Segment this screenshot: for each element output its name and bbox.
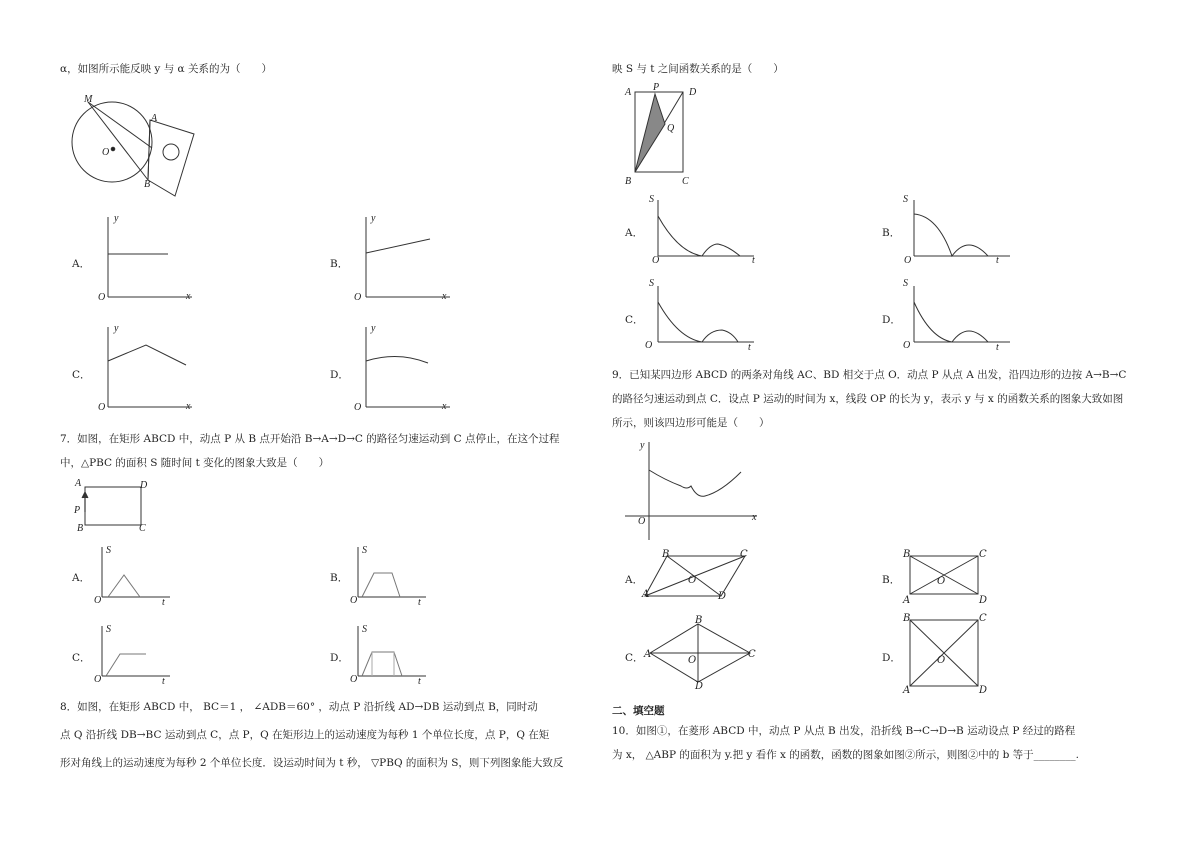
q9-option-b[interactable]: B．	[882, 574, 901, 586]
q10-line-1: 10．如图①，在菱形 ABCD 中，动点 P 从点 B 出发，沿折线 B→C→D→B 运动设点 P 经过的路程	[612, 725, 1076, 737]
q9-d-letters: B C O A D	[903, 613, 988, 696]
q6-option-a[interactable]: A．	[72, 258, 91, 270]
q9-c-letters: B A O C D	[644, 615, 756, 692]
q9-a-letters: B C O A D	[642, 549, 748, 602]
q6-b-x: x	[442, 291, 447, 302]
q8-label-p: P	[653, 82, 660, 93]
q6-c-o: O	[98, 402, 106, 413]
q9-x: x	[752, 512, 757, 523]
q9-o: O	[638, 516, 646, 527]
q7-label-d: D	[140, 480, 148, 491]
q7-a-s: S	[106, 545, 111, 556]
q9-line-3: 所示，则该四边形可能是（ ）	[612, 417, 770, 429]
q6-c-x: x	[186, 401, 191, 412]
q10-line-2: 为 x， △ABP 的面积为 y.把 y 看作 x 的函数，函数的图象如图②所示，则图②中的 b 等于________.	[612, 749, 1080, 761]
q6-option-b[interactable]: B．	[330, 258, 349, 270]
q7-c-o: O	[94, 674, 102, 685]
q6-b-y: y	[371, 213, 376, 224]
q8-label-c: C	[682, 176, 689, 187]
q6-a-o: O	[98, 292, 106, 303]
q6-label-m: M	[84, 94, 93, 105]
q7-a-o: O	[94, 595, 102, 606]
q8-c-s: S	[649, 278, 654, 289]
q6-a-y: y	[114, 213, 119, 224]
q8-graph-c	[652, 284, 757, 346]
q6-c-y: y	[114, 323, 119, 334]
q8-line-3: 形对角线上的运动速度为每秒 2 个单位长度．设运动时间为 t 秒， ▽PBQ 的面积为 S，则下列图象能大致反	[60, 757, 564, 769]
q8-a-s: S	[649, 194, 654, 205]
q9-line-1: 9．已知某四边形 ABCD 的两条对角线 AC、BD 相交于点 O．动点 P 从点 A 出发，沿四边形的边按 A→B→C	[612, 369, 1127, 381]
q8-option-b[interactable]: B．	[882, 227, 901, 239]
q8-label-a: A	[625, 87, 632, 98]
q6-d-o: O	[354, 402, 362, 413]
q7-line-2: 中，△PBC 的面积 S 随时间 t 变化的图象大致是（ ）	[60, 457, 330, 469]
q7-b-t: t	[418, 597, 421, 608]
q6-tail-text: α，如图所示能反映 y 与 α 关系的为（ ）	[60, 63, 272, 75]
q7-d-s: S	[362, 624, 367, 635]
q8-label-b: B	[625, 176, 632, 187]
q8-option-a[interactable]: A．	[625, 227, 644, 239]
q7-label-c: C	[139, 523, 146, 534]
q6-d-x: x	[442, 401, 447, 412]
section-2-heading: 二、填空题	[612, 705, 665, 717]
q8-c-t: t	[748, 342, 751, 353]
q8-a-t: t	[752, 255, 755, 266]
q8-d-o: O	[903, 340, 911, 351]
q8-option-c[interactable]: C．	[625, 314, 644, 326]
q9-line-2: 的路径匀速运动到点 C．设点 P 运动的时间为 x，线段 OP 的长为 y，表示 y 与 x 的函数关系的图象大致如图	[612, 393, 1124, 405]
q9-option-c[interactable]: C．	[625, 652, 644, 664]
q8-label-q: Q	[667, 123, 675, 134]
q7-option-a[interactable]: A．	[72, 572, 91, 584]
q8-b-t: t	[996, 255, 999, 266]
q8-graph-a	[652, 198, 757, 260]
q7-option-b[interactable]: B．	[330, 572, 349, 584]
q7-b-o: O	[350, 595, 358, 606]
q9-option-d[interactable]: D．	[882, 652, 901, 664]
q8-d-t: t	[996, 342, 999, 353]
q7-c-t: t	[162, 676, 165, 687]
q7-line-1: 7．如图，在矩形 ABCD 中，动点 P 从 B 点开始沿 B→A→D→C 的路径匀速运动到 C 点停止，在这个过程	[60, 433, 560, 445]
q7-c-s: S	[106, 624, 111, 635]
q7-d-t: t	[418, 676, 421, 687]
q6-a-x: x	[186, 291, 191, 302]
q8-b-s: S	[903, 194, 908, 205]
q6-graph-c	[100, 325, 200, 415]
q8-tail-text: 映 S 与 t 之间函数关系的是（ ）	[612, 63, 784, 75]
q6-label-b: B	[144, 179, 151, 190]
q6-b-o: O	[354, 292, 362, 303]
q8-line-2: 点 Q 沿折线 DB→BC 运动到点 C，点 P，Q 在矩形边上的运动速度为每秒 1 个单位长度，点 P，Q 在矩	[60, 729, 550, 741]
q8-label-d: D	[689, 87, 697, 98]
q7-label-a: A	[75, 478, 82, 489]
q8-graph-d	[908, 284, 1013, 346]
q8-b-o: O	[904, 255, 912, 266]
q6-option-c[interactable]: C．	[72, 369, 91, 381]
q6-option-d[interactable]: D．	[330, 369, 349, 381]
q8-figure	[630, 88, 690, 178]
q9-graph	[625, 440, 760, 540]
q9-b-letters: B C O A D	[903, 549, 988, 606]
q6-graph-a	[100, 215, 200, 305]
q7-option-c[interactable]: C．	[72, 652, 91, 664]
q7-d-o: O	[350, 674, 358, 685]
q6-label-a: A	[151, 113, 158, 124]
q9-option-a[interactable]: A．	[625, 574, 644, 586]
q8-c-o: O	[645, 340, 653, 351]
q8-a-o: O	[652, 255, 660, 266]
q6-d-y: y	[371, 323, 376, 334]
q7-a-t: t	[162, 597, 165, 608]
q8-d-s: S	[903, 278, 908, 289]
q7-option-d[interactable]: D．	[330, 652, 349, 664]
q8-graph-b	[908, 198, 1013, 260]
q8-option-d[interactable]: D．	[882, 314, 901, 326]
q8-line-1: 8．如图，在矩形 ABCD 中， BC＝1 ， ∠ADB＝60° ，动点 P 沿折线 AD→DB 运动到点 B，同时动	[60, 701, 538, 713]
q7-label-p: P	[74, 505, 81, 516]
q6-label-o: O	[102, 147, 110, 158]
q7-b-s: S	[362, 545, 367, 556]
q9-y: y	[640, 440, 645, 451]
q7-label-b: B	[77, 523, 84, 534]
q6-figure	[60, 90, 200, 200]
